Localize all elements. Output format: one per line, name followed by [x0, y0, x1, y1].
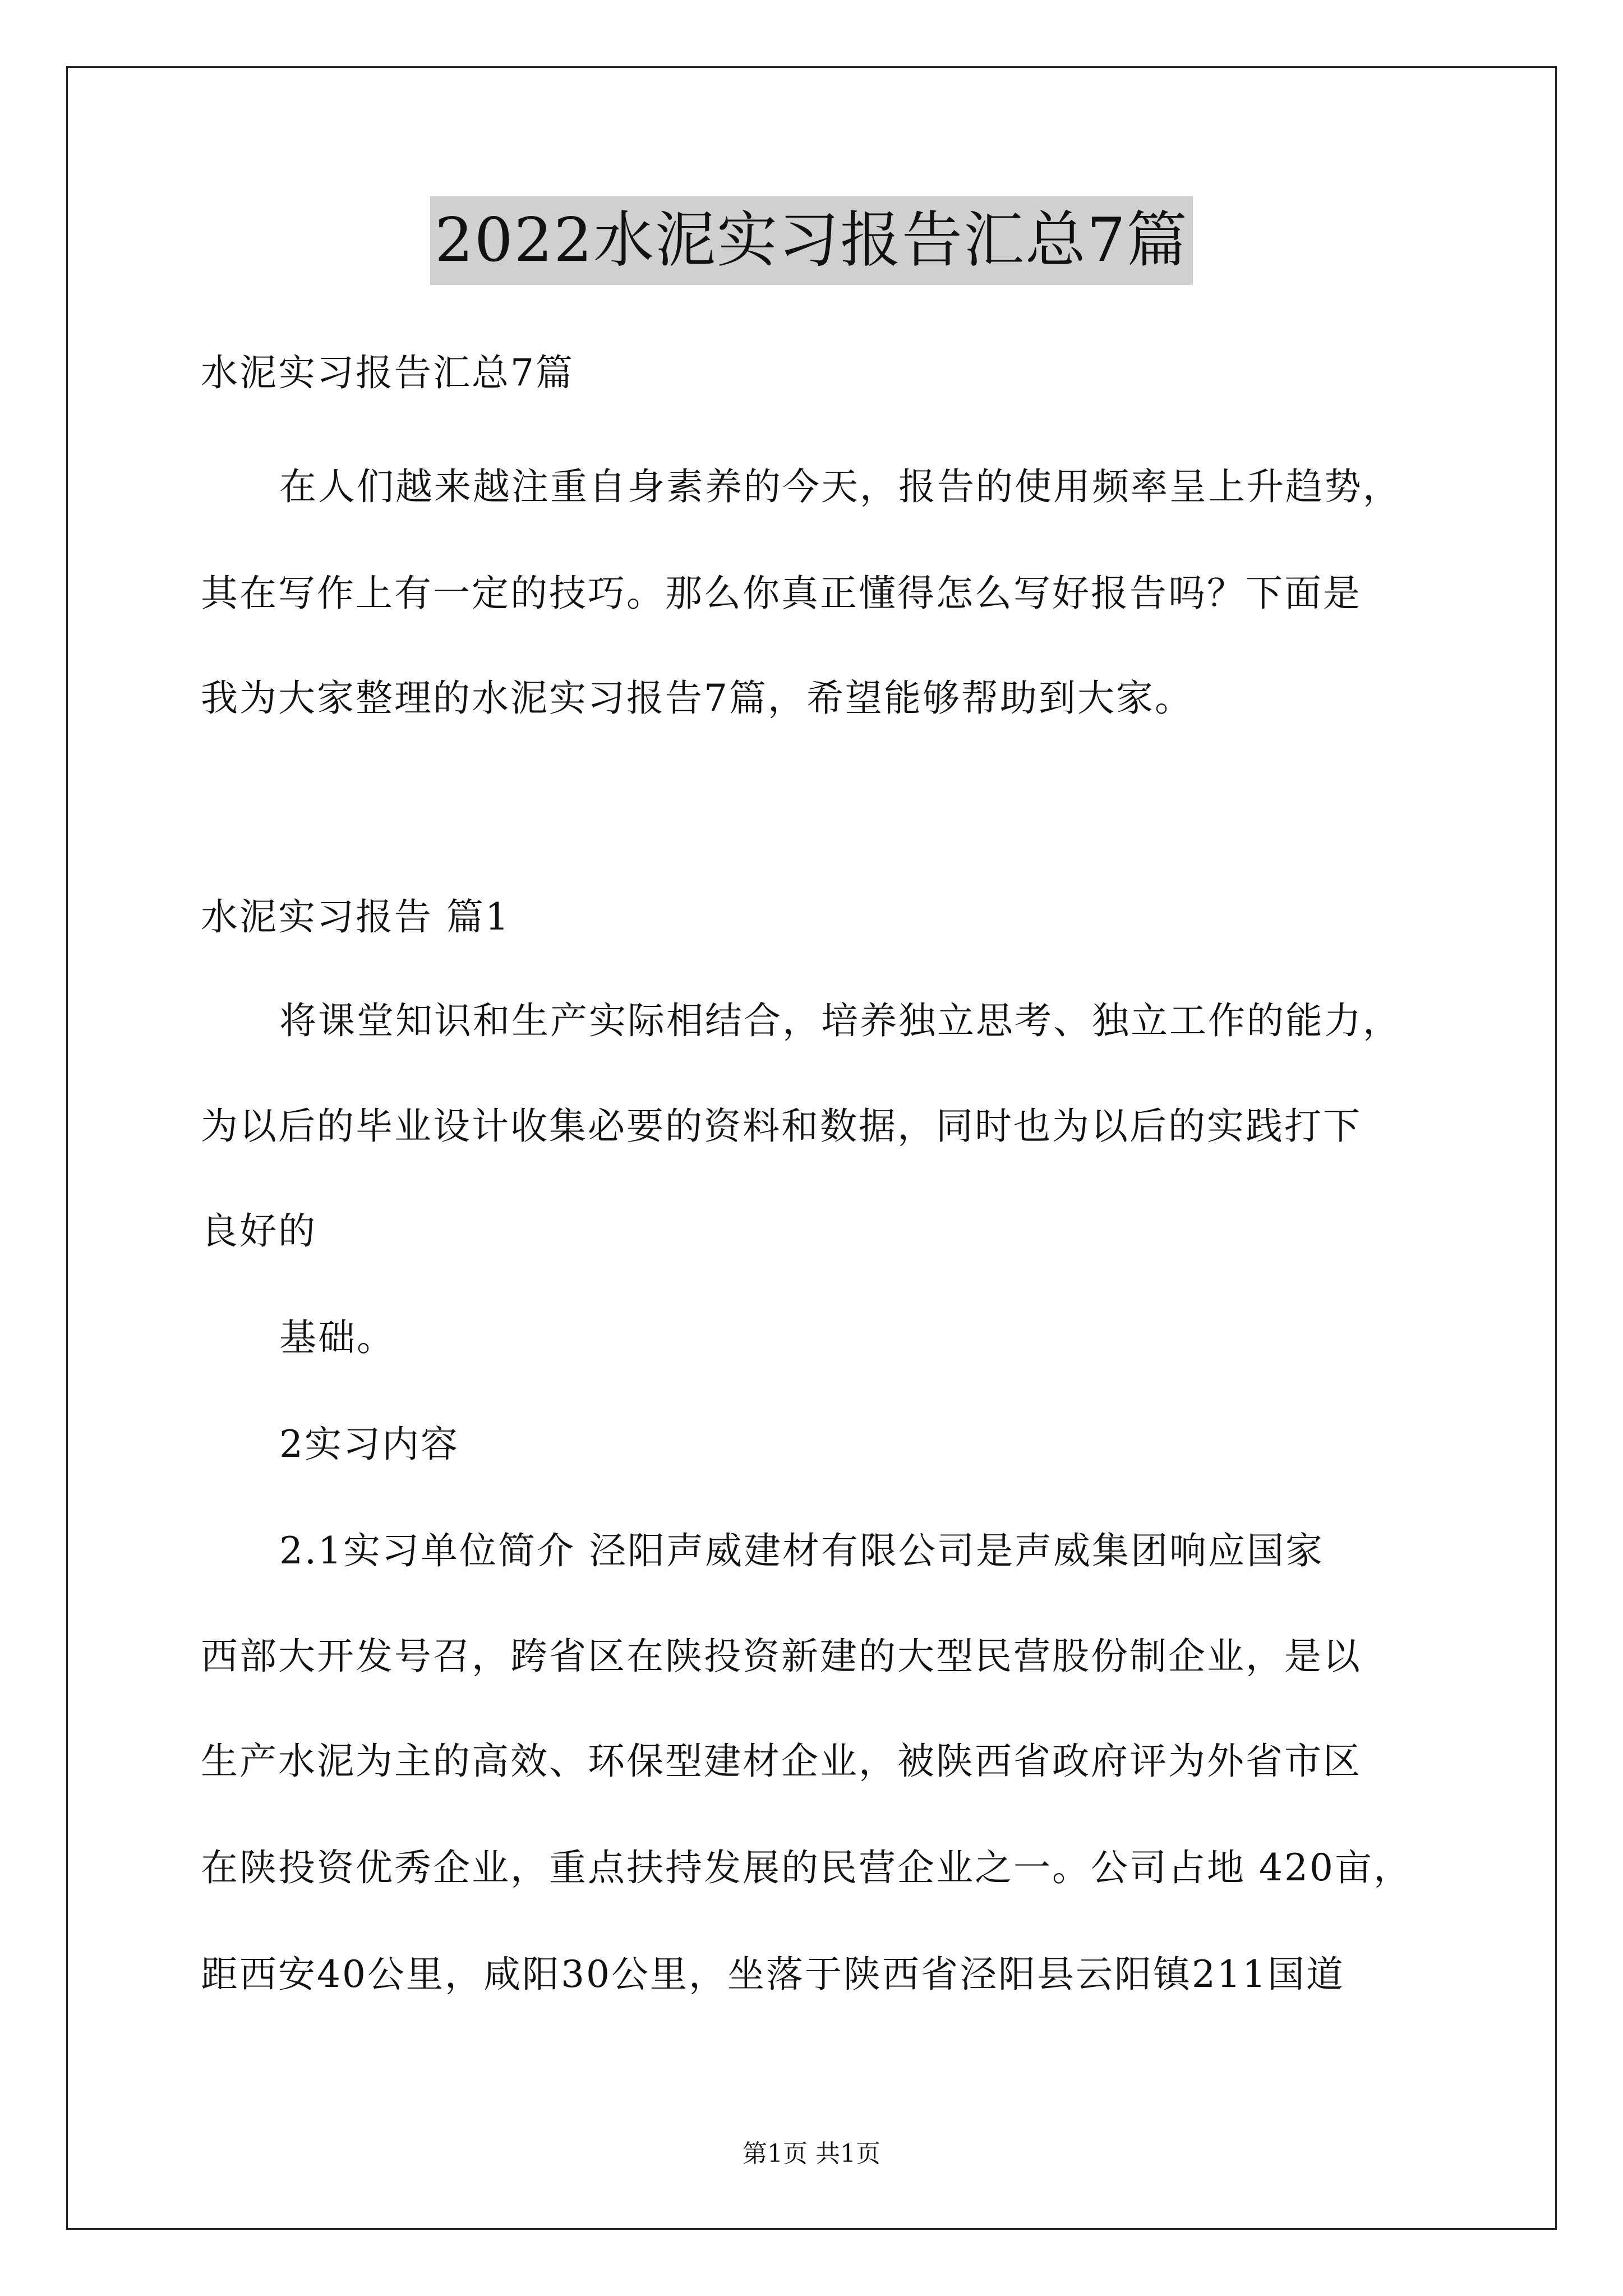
section-line: 生产水泥为主的高效、环保型建材企业，被陕西省政府评为外省市区 — [201, 1740, 1362, 1783]
section-line: 2实习内容 — [279, 1423, 459, 1466]
document-subtitle: 水泥实习报告汇总7篇 — [201, 351, 574, 394]
section-line: 将课堂知识和生产实际相结合，培养独立思考、独立工作的能力， — [279, 999, 1401, 1042]
section-line: 距西安40公里，咸阳30公里，坐落于陕西省泾阳县云阳镇211国道 — [201, 1953, 1345, 1996]
section-line: 良好的 — [201, 1209, 317, 1253]
intro-line: 在人们越来越注重自身素养的今天，报告的使用频率呈上升趋势， — [279, 465, 1401, 508]
intro-line: 我为大家整理的水泥实习报告7篇，希望能够帮助到大家。 — [201, 677, 1193, 720]
section-line: 基础。 — [279, 1316, 395, 1359]
section-line: 为以后的毕业设计收集必要的资料和数据，同时也为以后的实践打下 — [201, 1105, 1362, 1148]
intro-line: 其在写作上有一定的技巧。那么你真正懂得怎么写好报告吗？下面是 — [201, 572, 1362, 615]
page-footer: 第1页 共1页 — [743, 2139, 880, 2168]
section-line: 2.1实习单位简介 泾阳声威建材有限公司是声威集团响应国家 — [279, 1529, 1324, 1572]
section-line: 西部大开发号召，跨省区在陕投资新建的大型民营股份制企业，是以 — [201, 1635, 1362, 1678]
document-title: 2022水泥实习报告汇总7篇 — [430, 196, 1193, 285]
section-line: 在陕投资优秀企业，重点扶持发展的民营企业之一。公司占地 420亩， — [201, 1846, 1412, 1889]
section-heading: 水泥实习报告 篇1 — [201, 895, 510, 938]
title-container — [0, 196, 1623, 285]
